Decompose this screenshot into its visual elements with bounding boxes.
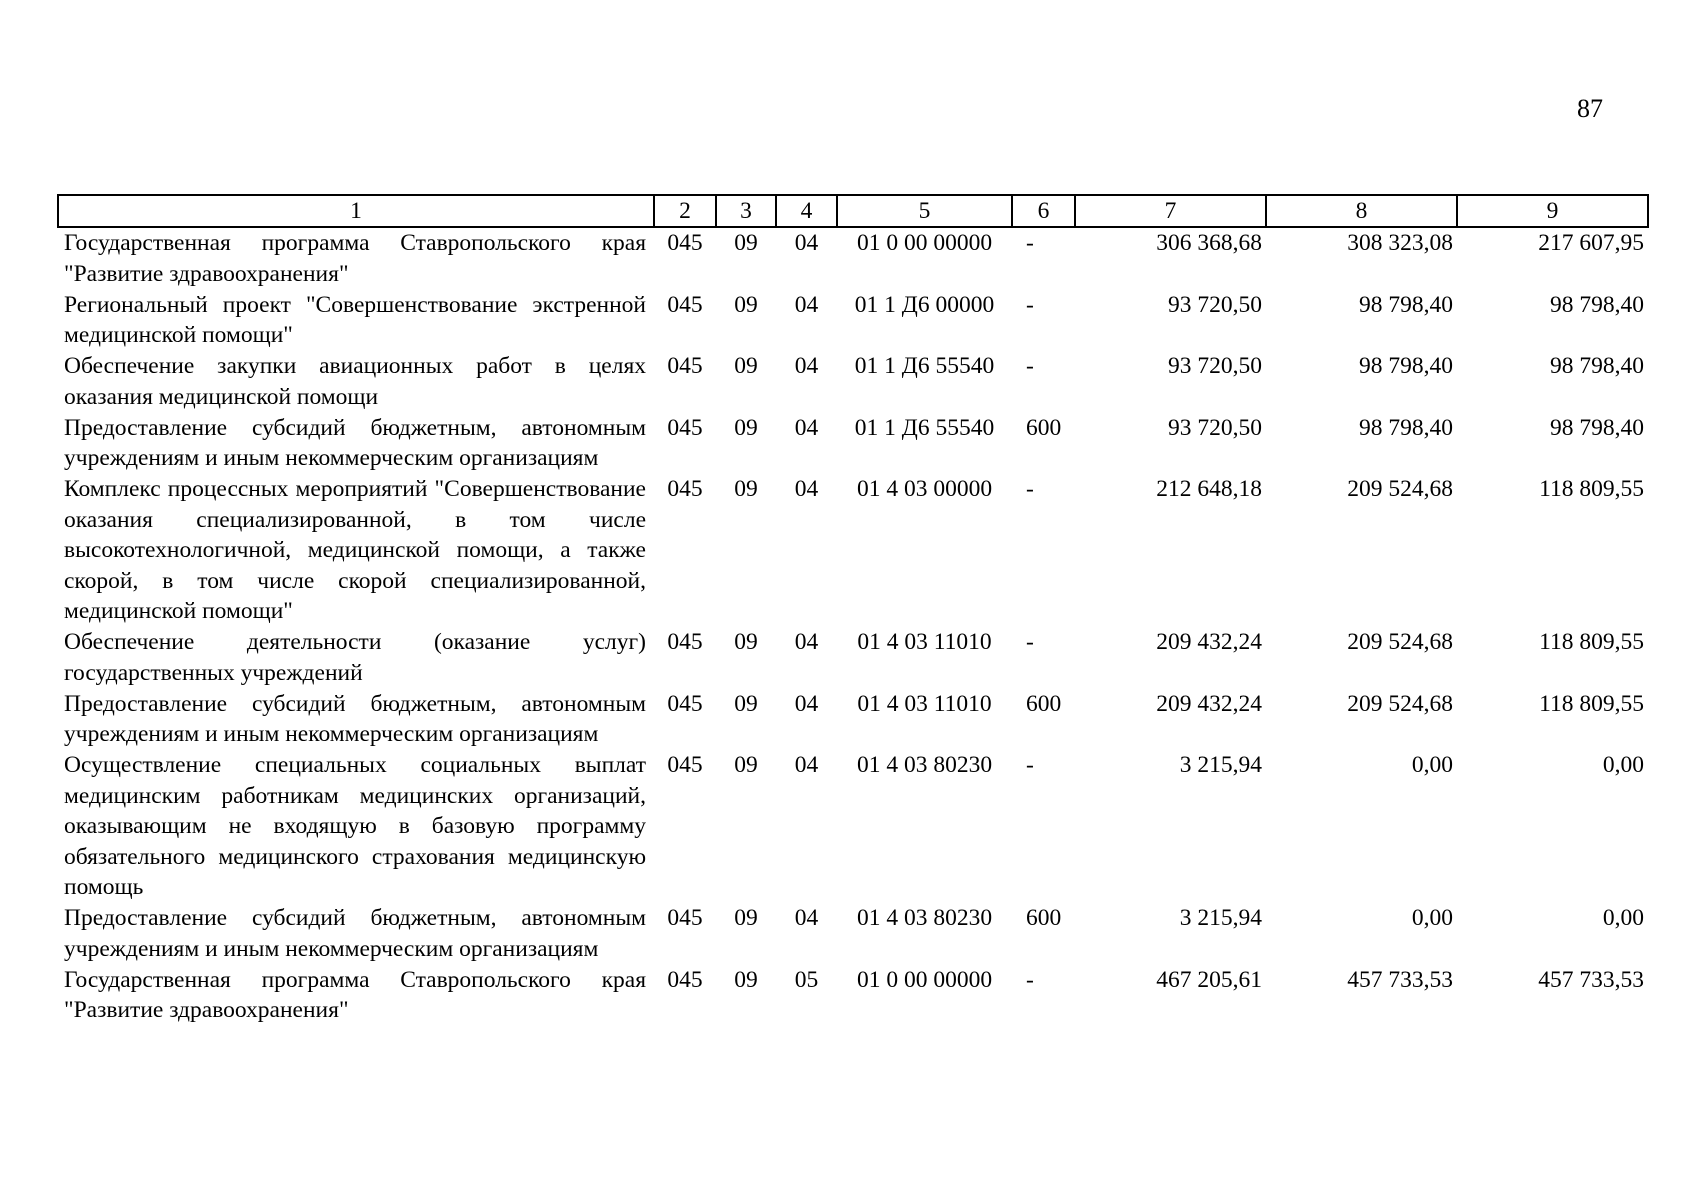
row-code-6-cell: - xyxy=(1026,291,1034,318)
row-value-9-cell: 457 733,53 xyxy=(1538,966,1644,993)
row-code-4-cell: 04 xyxy=(794,476,819,502)
row-value-7-cell: 306 368,68 xyxy=(1156,230,1262,256)
row-value-8-cell: 98 798,40 xyxy=(1359,291,1453,318)
table-row xyxy=(58,474,1648,627)
row-name-cell: Региональный проект "Совершенствование экстренной медицинской помощи" xyxy=(64,291,646,348)
row-code-6-cell: 600 xyxy=(1026,905,1062,931)
row-code-4-cell: 04 xyxy=(794,291,819,318)
row-value-8-cell: 209 524,68 xyxy=(1347,629,1453,655)
row-code-5-cell: 01 1 Д6 55540 xyxy=(854,353,995,379)
row-code-2-cell: 045 xyxy=(667,353,703,379)
column-header-3: 3 xyxy=(716,195,776,227)
row-value-7-cell: 93 720,50 xyxy=(1168,353,1262,379)
row-value-9-cell: 0,00 xyxy=(1602,905,1644,931)
table-row xyxy=(58,351,1648,413)
row-value-8-cell: 209 524,68 xyxy=(1347,476,1453,502)
table-row xyxy=(58,627,1648,689)
row-code-4-cell: 04 xyxy=(794,629,819,655)
row-code-2-cell: 045 xyxy=(667,629,703,655)
row-value-8-cell: 209 524,68 xyxy=(1347,690,1453,717)
row-value-7-cell: 212 648,18 xyxy=(1156,476,1262,502)
table-row xyxy=(58,227,1648,290)
row-code-5-cell: 01 0 00 00000 xyxy=(856,230,993,256)
row-code-5-cell: 01 1 Д6 55540 xyxy=(854,414,995,441)
row-value-7-cell: 3 215,94 xyxy=(1179,905,1262,931)
row-value-9-cell: 118 809,55 xyxy=(1539,476,1644,502)
table-body xyxy=(58,227,1648,1026)
row-value-7-cell: 93 720,50 xyxy=(1168,291,1262,318)
row-code-5-cell: 01 1 Д6 00000 xyxy=(854,291,995,318)
row-code-4-cell: 04 xyxy=(794,690,819,717)
row-code-5-cell: 01 4 03 80230 xyxy=(856,752,993,778)
table-row xyxy=(58,750,1648,903)
row-code-6-cell: - xyxy=(1026,353,1034,379)
row-code-2-cell: 045 xyxy=(667,414,703,441)
row-code-3-cell: 09 xyxy=(734,966,758,993)
table-row xyxy=(58,689,1648,751)
row-code-2-cell: 045 xyxy=(667,905,703,931)
row-code-3-cell: 09 xyxy=(734,629,758,655)
row-code-4-cell: 04 xyxy=(794,414,819,441)
column-header-8: 8 xyxy=(1266,195,1457,227)
column-header-6: 6 xyxy=(1012,195,1075,227)
row-code-3-cell: 09 xyxy=(734,690,758,717)
row-value-9-cell: 98 798,40 xyxy=(1550,353,1644,379)
row-code-3-cell: 09 xyxy=(734,752,758,778)
row-name-cell: Государственная программа Ставропольского края "Развитие здравоохранения" xyxy=(64,966,646,1023)
row-code-2-cell: 045 xyxy=(667,966,703,993)
column-header-7: 7 xyxy=(1075,195,1266,227)
table-row xyxy=(58,413,1648,475)
row-code-6-cell: - xyxy=(1026,629,1034,655)
column-header-1: 1 xyxy=(58,195,654,227)
row-code-6-cell: - xyxy=(1026,476,1034,502)
row-code-6-cell: - xyxy=(1026,966,1034,993)
column-header-9: 9 xyxy=(1457,195,1648,227)
row-value-8-cell: 457 733,53 xyxy=(1347,966,1453,993)
row-code-3-cell: 09 xyxy=(734,353,758,379)
row-code-4-cell: 04 xyxy=(794,230,819,256)
row-name-cell: Обеспечение закупки авиационных работ в целях оказания медицинской помощи xyxy=(64,353,646,410)
row-value-7-cell: 209 432,24 xyxy=(1156,690,1262,717)
row-value-7-cell: 3 215,94 xyxy=(1179,752,1262,778)
row-value-9-cell: 0,00 xyxy=(1602,752,1644,778)
row-code-2-cell: 045 xyxy=(667,230,703,256)
row-value-9-cell: 217 607,95 xyxy=(1538,230,1644,256)
row-code-5-cell: 01 4 03 11010 xyxy=(857,690,992,717)
column-header-5: 5 xyxy=(837,195,1012,227)
row-code-3-cell: 09 xyxy=(734,905,758,931)
row-code-2-cell: 045 xyxy=(667,476,703,502)
table-row xyxy=(58,903,1648,965)
row-code-3-cell: 09 xyxy=(734,414,758,441)
row-code-4-cell: 04 xyxy=(794,905,819,931)
row-value-7-cell: 93 720,50 xyxy=(1168,414,1262,441)
row-name-cell: Предоставление субсидий бюджетным, автономным учреждениям и иным некоммерческим организациям xyxy=(64,414,646,471)
row-code-4-cell: 04 xyxy=(794,752,819,778)
row-value-9-cell: 118 809,55 xyxy=(1539,690,1644,717)
row-value-9-cell: 118 809,55 xyxy=(1539,629,1644,655)
row-code-2-cell: 045 xyxy=(667,752,703,778)
row-value-8-cell: 98 798,40 xyxy=(1359,414,1453,441)
row-value-8-cell: 0,00 xyxy=(1411,752,1453,778)
row-value-7-cell: 209 432,24 xyxy=(1156,629,1262,655)
row-code-2-cell: 045 xyxy=(667,291,703,318)
row-name-cell: Предоставление субсидий бюджетным, автономным учреждениям и иным некоммерческим организациям xyxy=(64,690,646,747)
row-code-5-cell: 01 4 03 11010 xyxy=(857,629,992,655)
row-name-cell: Государственная программа Ставропольского края "Развитие здравоохранения" xyxy=(64,230,646,287)
row-name-cell: Предоставление субсидий бюджетным, автономным учреждениям и иным некоммерческим организациям xyxy=(64,905,646,962)
row-code-4-cell: 04 xyxy=(794,353,819,379)
row-value-7-cell: 467 205,61 xyxy=(1156,966,1262,993)
row-name-cell: Осуществление специальных социальных выплат медицинским работникам медицинских организаций, оказывающим не входящую в базовую программу обязательного медицинского страхования медицинскую помощь xyxy=(64,752,646,900)
row-code-6-cell: 600 xyxy=(1026,690,1062,717)
row-value-8-cell: 308 323,08 xyxy=(1347,230,1453,256)
row-value-8-cell: 98 798,40 xyxy=(1359,353,1453,379)
row-code-6-cell: - xyxy=(1026,230,1034,256)
row-code-3-cell: 09 xyxy=(734,230,758,256)
budget-table xyxy=(57,194,1649,1026)
row-code-5-cell: 01 4 03 00000 xyxy=(856,476,993,502)
row-name-cell: Обеспечение деятельности (оказание услуг) государственных учреждений xyxy=(64,629,646,686)
table-row xyxy=(58,965,1648,1027)
row-code-3-cell: 09 xyxy=(734,476,758,502)
row-value-8-cell: 0,00 xyxy=(1411,905,1453,931)
row-value-9-cell: 98 798,40 xyxy=(1550,414,1644,441)
column-header-4: 4 xyxy=(776,195,837,227)
table-row xyxy=(58,290,1648,352)
column-header-2: 2 xyxy=(654,195,716,227)
row-code-5-cell: 01 4 03 80230 xyxy=(856,905,993,931)
row-name-cell: Комплекс процессных мероприятий "Совершенствование оказания специализированной, в том числе высокотехнологичной, медицинской помощи, а также скорой, в том числе скорой специализированной, медицинской помощи" xyxy=(64,476,646,624)
row-code-6-cell: - xyxy=(1026,752,1034,778)
row-code-3-cell: 09 xyxy=(734,291,758,318)
row-code-6-cell: 600 xyxy=(1026,414,1062,441)
header-row xyxy=(58,195,1648,227)
row-code-2-cell: 045 xyxy=(667,690,703,717)
table-header xyxy=(58,195,1648,227)
row-code-5-cell: 01 0 00 00000 xyxy=(856,966,993,993)
row-code-4-cell: 05 xyxy=(794,966,819,993)
page-number: 87 xyxy=(1577,94,1603,123)
row-value-9-cell: 98 798,40 xyxy=(1550,291,1644,318)
